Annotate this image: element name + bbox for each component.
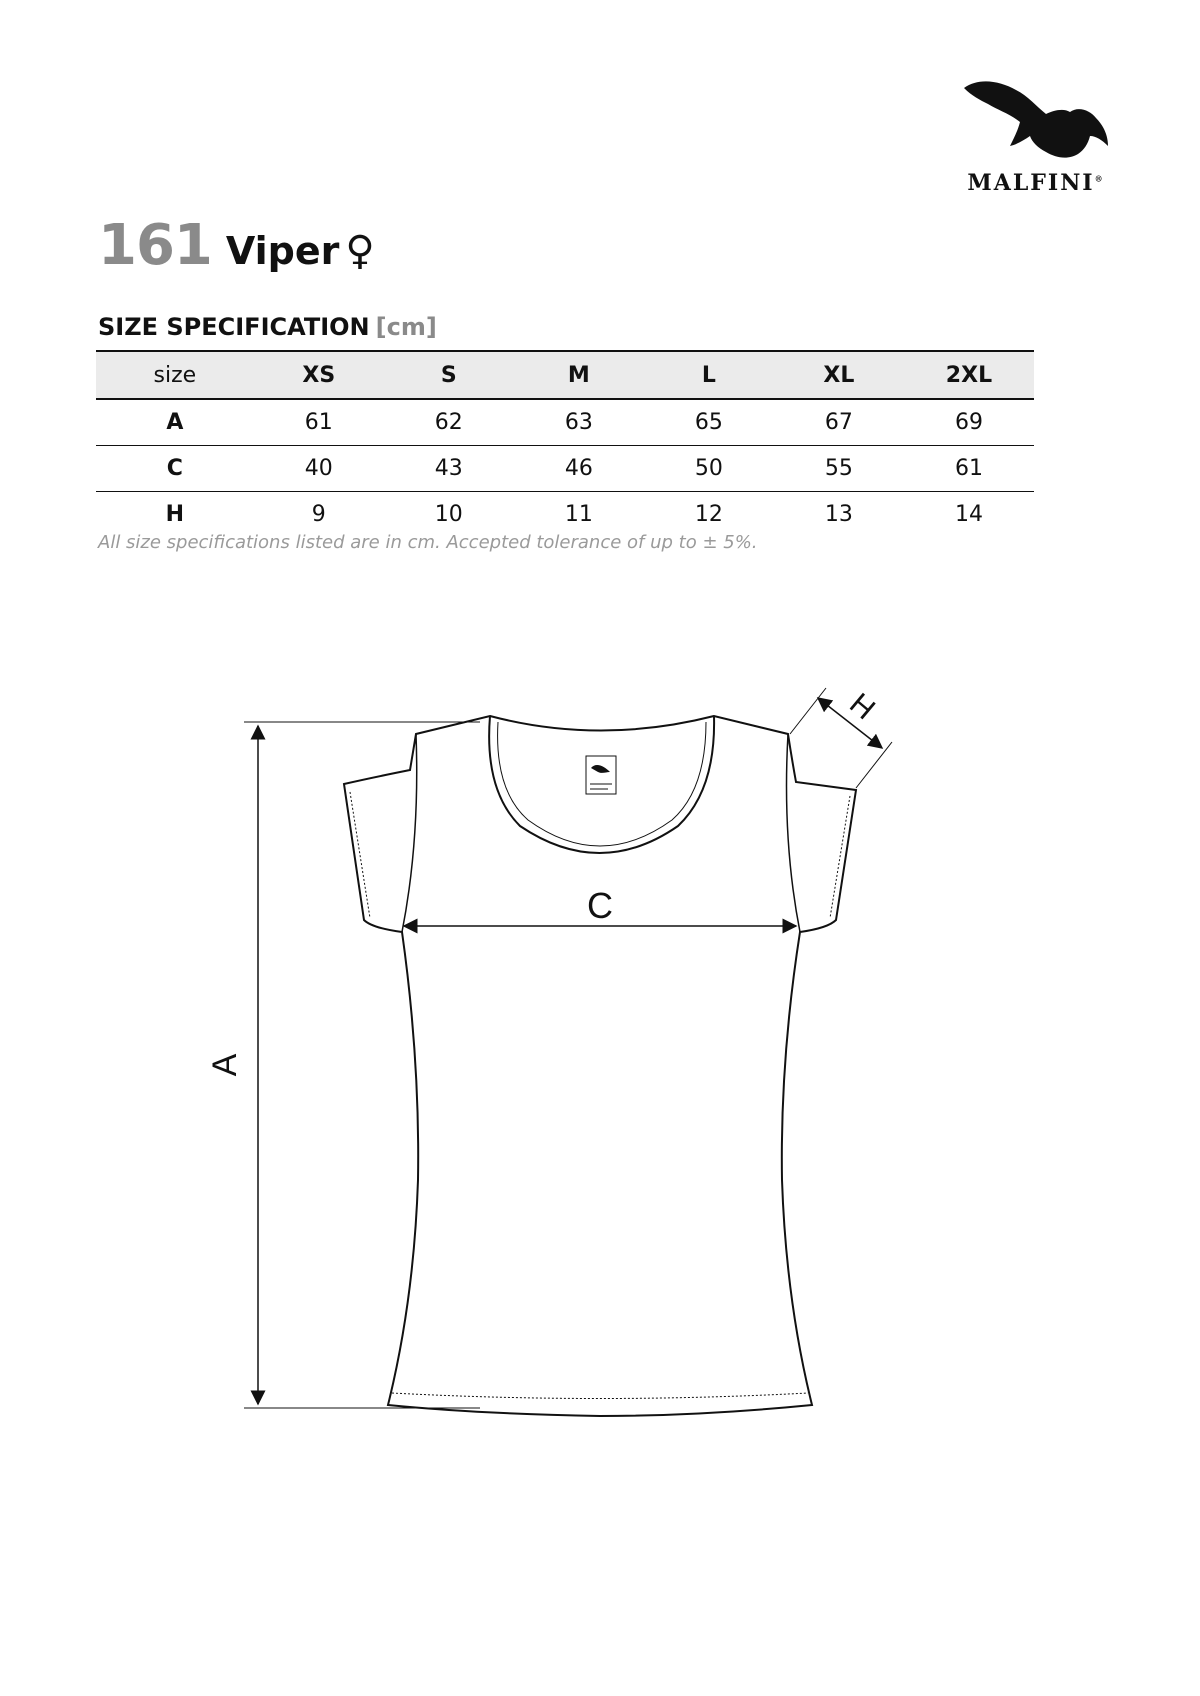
table-cell: 14 (954, 502, 983, 527)
row-label: C (166, 456, 183, 481)
table-cell: 13 (824, 502, 853, 527)
female-symbol-icon: ♀ (345, 228, 375, 274)
table-cell: 40 (304, 456, 333, 481)
row-label: A (166, 410, 184, 435)
table-cell: 9 (311, 502, 326, 527)
dimension-h-label: H (843, 687, 882, 727)
table-cell: 11 (564, 502, 593, 527)
table-cell: 43 (434, 456, 463, 481)
neck-label-icon (586, 756, 616, 794)
brand-name: MALFINI® (967, 170, 1103, 196)
product-number: 161 (98, 213, 212, 278)
table-cell: 46 (564, 456, 593, 481)
row-label: H (165, 502, 185, 527)
dimension-a-label: A (206, 1053, 244, 1077)
table-cell: 10 (434, 502, 463, 527)
column-header: size (153, 362, 197, 388)
table-cell: 55 (824, 456, 853, 481)
dimension-c-label: C (587, 885, 613, 926)
table-cell: 67 (824, 410, 853, 435)
table-cell: 61 (304, 410, 333, 435)
table-cell: 50 (694, 456, 723, 481)
tshirt-outline (344, 716, 856, 1416)
spec-unit: [cm] (375, 313, 437, 341)
dimension-a (244, 722, 480, 1408)
column-header: L (701, 362, 716, 388)
table-cell: 12 (694, 502, 723, 527)
table-cell: 62 (434, 410, 463, 435)
table-cell: 69 (954, 410, 983, 435)
spec-heading-text: SIZE SPECIFICATION (98, 313, 370, 341)
table-cell: 65 (694, 410, 723, 435)
column-header: XL (823, 362, 855, 388)
tolerance-note: All size specifications listed are in cm. Accepted tolerance of up to ± 5%. (98, 532, 758, 553)
column-header: M (567, 362, 590, 388)
column-header: XS (302, 362, 336, 388)
product-name: Viper (225, 229, 340, 273)
table-cell: 61 (954, 456, 983, 481)
table-cell: 63 (564, 410, 593, 435)
column-header: S (440, 362, 457, 388)
column-header: 2XL (945, 362, 993, 388)
